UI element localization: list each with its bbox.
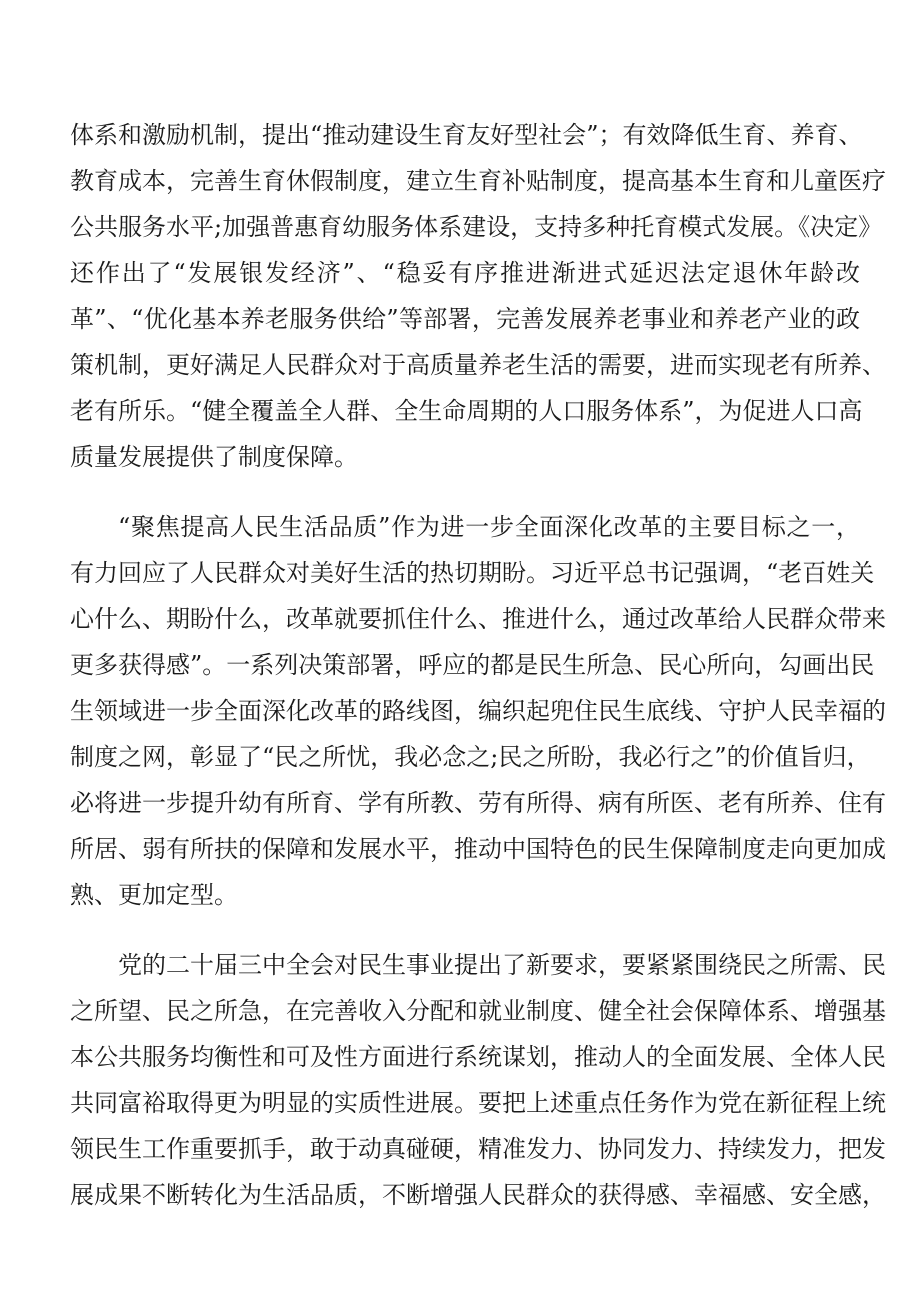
text-line: 生领域进一步全面深化改革的路线图，编织起兜住民生底线、守护人民幸福的: [70, 697, 886, 725]
text-line: 心什么、期盼什么，改革就要抓住什么、推进什么，通过改革给人民群众带来: [70, 605, 886, 633]
text-line: 之所望、民之所急，在完善收入分配和就业制度、健全社会保障体系、增强基: [70, 997, 886, 1025]
text-line: 还作出了“发展银发经济”、“稳妥有序推进渐进式延迟法定退休年龄改: [70, 259, 860, 287]
paragraph-2: [70, 504, 886, 918]
paragraph-spacer: [70, 918, 860, 942]
text-line: 公共服务水平;加强普惠育幼服务体系建设，支持多种托育模式发展。《决定》: [70, 213, 883, 241]
text-line: 熟、更加定型。: [70, 881, 238, 909]
text-line: 必将进一步提升幼有所育、学有所教、劳有所得、病有所医、老有所养、住有: [70, 789, 886, 817]
text-line: 党的二十届三中全会对民生事业提出了新要求，要紧紧围绕民之所需、民: [118, 951, 886, 979]
text-line: 有力回应了人民群众对美好生活的热切期盼。习近平总书记强调，“老百姓关: [70, 559, 875, 587]
text-line: 展成果不断转化为生活品质，不断增强人民群众的获得感、幸福感、安全感，: [70, 1181, 886, 1209]
document-body: [70, 112, 886, 1218]
paragraph-3: [70, 942, 886, 1218]
text-line: 革”、“优化基本养老服务供给”等部署，完善发展养老事业和养老产业的政: [70, 305, 860, 333]
text-line: 策机制，更好满足人民群众对于高质量养老生活的需要，进而实现老有所养、: [70, 351, 886, 379]
text-line: 更多获得感”。一系列决策部署，呼应的都是民生所急、民心所向，勾画出民: [70, 651, 875, 679]
text-line: 体系和激励机制，提出“推动建设生育友好型社会”；有效降低生育、养育、: [70, 121, 863, 149]
text-line: 制度之网，彰显了“民之所忧，我必念之;民之所盼，我必行之”的价值旨归，: [70, 743, 871, 771]
text-line: 教育成本，完善生育休假制度，建立生育补贴制度，提高基本生育和儿童医疗: [70, 167, 886, 195]
text-line: 共同富裕取得更为明显的实质性进展。要把上述重点任务作为党在新征程上统: [70, 1089, 886, 1117]
text-line: 所居、弱有所扶的保障和发展水平，推动中国特色的民生保障制度走向更加成: [70, 835, 886, 863]
text-line: 老有所乐。“健全覆盖全人群、全生命周期的人口服务体系”，为促进人口高: [70, 397, 863, 425]
text-line: 本公共服务均衡性和可及性方面进行系统谋划，推动人的全面发展、全体人民: [70, 1043, 886, 1071]
text-line: “聚焦提高人民生活品质”作为进一步全面深化改革的主要目标之一，: [118, 513, 860, 541]
text-line: 领民生工作重要抓手，敢于动真碰硬，精准发力、协同发力、持续发力，把发: [70, 1135, 886, 1163]
paragraph-1: [70, 112, 886, 480]
text-line: 质量发展提供了制度保障。: [70, 443, 358, 471]
paragraph-spacer: [70, 480, 860, 504]
